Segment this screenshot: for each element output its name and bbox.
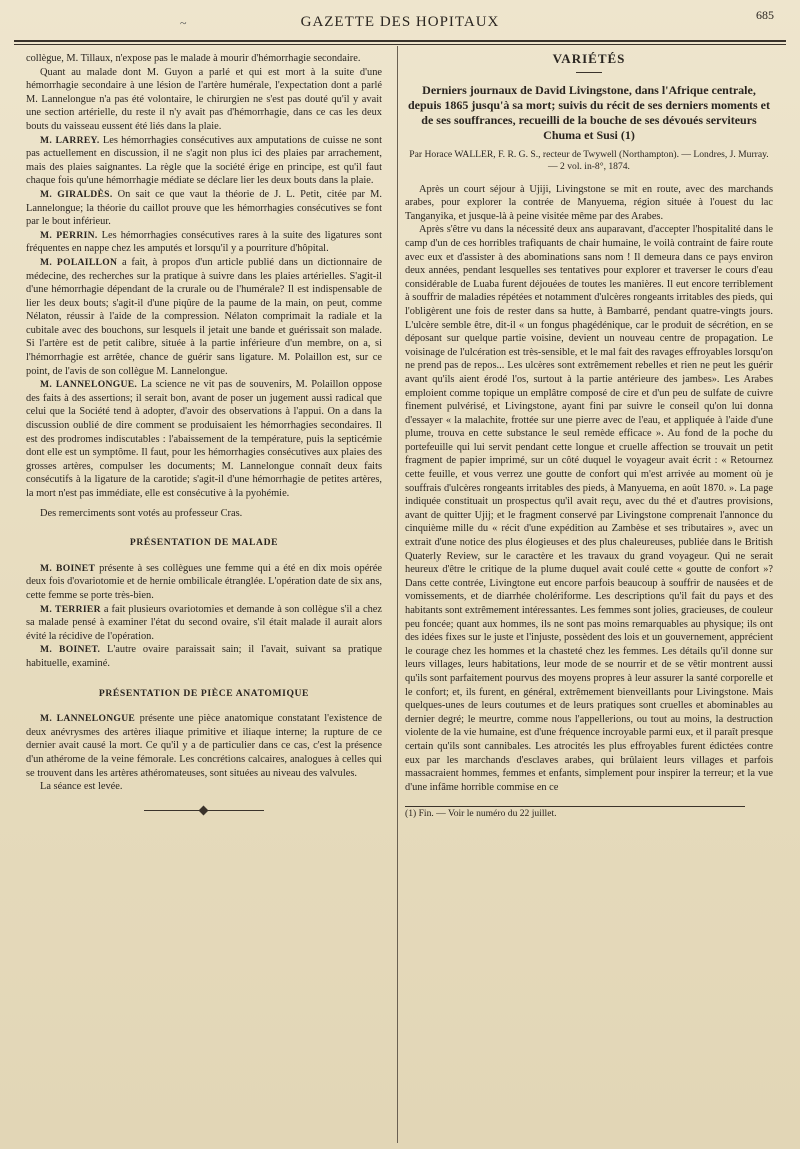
paragraph-text: La science ne vit pas de souvenirs, M. Polaillon oppose des faits à des assertions; il serait bon, avant de poser un jugement aussi radical que celui que la Société tend à adopter, d'avoir des observations à l'appui. On a dans la discussion oublié de dire comment se produisaient les hémorrhagies secondaires. Il est des prodromes indiscutables : l'abaissement de la température, puis la septicémie dont elle est un symptôme. Il faut, pour les hémorrhagies consécutives aux plaies des grosses artères, compulser les documents; M. Lannelongue connaît deux faits consécutifs à la ligature de la carotide; s'agit-il d'une hémorrhagie de petites artères, la mort n'est pas immédiate, elle est consécutive à la pyohémie. <box>26 379 382 499</box>
section-title: VARIÉTÉS <box>552 51 626 66</box>
paragraph: Quant au malade dont M. Guyon a parlé et qui est mort à la suite d'une hémorrhagie secondaire à une lésion de l'artère humérale, l'expectation dont a parlé M. Lannelongue n'a pas été volontaire, le chirurgien ne s'est pas douté qu'il y avait une section artérielle, du reste il n'y avait pas d'hémorrhagie, dans ce cas les deux bouts du vaisseau eussent été liés dans la plaie. <box>26 66 382 132</box>
speaker-name: M. TERRIER <box>40 603 101 615</box>
paragraph: Des remerciments sont votés au professeur Cras. <box>40 507 243 519</box>
column-divider <box>397 46 398 1143</box>
footnote: (1) Fin. — Voir le numéro du 22 juillet. <box>405 808 557 820</box>
speaker-name: M. LANNELONGUE. <box>40 379 138 391</box>
speaker-name: M. BOINET. <box>40 644 101 656</box>
section-heading: PRÉSENTATION DE MALADE <box>129 537 279 549</box>
paragraph-text: présente à ses collègues une femme qui a été en dix mois opérée deux fois d'ovariotomie et de hernie ombilicale étranglée. L'opération date de six ans, cette femme se porte très-bien. <box>26 562 382 601</box>
paragraph: Après un court séjour à Ujiji, Livingstone se mit en route, avec des marchands arabes, pour explorer la contrée de Manyuema, région située à l'ouest du lac Tanganyika, et jusque-là à peine visitée même par des Arabes. <box>405 183 773 222</box>
paragraph-text: Les hémorrhagies consécutives aux amputations de cuisse ne sont pas actuellement en discussion, il ne s'agit non plus ici des plaies par arrachement, mais des plaies saignantes. La règle que la société érige en principe, est qu'il faut chaque fois qu'une hémorrhagie médiate se déclare lier les deux bouts dans la plaie. <box>26 134 382 187</box>
paragraph <box>26 134 382 188</box>
article-title: Derniers journaux de David Livingstone, dans l'Afrique centrale, depuis 1865 jusqu'à sa mort; suivis du récit de ses derniers moments et de ses souffrances, recueilli de la bouche de ses dévoués serviteurs Chuma et Susi (1) <box>408 82 770 142</box>
speaker-name: M. LARREY. <box>40 134 100 146</box>
article-byline: Par Horace WALLER, F. R. G. S., recteur de Twywell (Northampton). — Londres, J. Murray. — 2 vol. in-8°, 1874. <box>409 148 769 172</box>
left-column <box>26 52 382 811</box>
paragraph <box>26 229 382 256</box>
right-column <box>405 52 773 821</box>
paragraph-text: a fait, à propos d'un article publié dans un dictionnaire de médecine, des recherches sur la pratique à suivre dans les plaies artérielles. S'agit-il d'une hémorrhagie dépendant de la crurale ou de l'humérale? Il est indispensable de lier les deux bouts; s'agit-il d'une piqûre de la paume de la main, on peut, comme Nélaton, réussir à l'aide de la compression. Nélaton comprimait la radiale et la cubitale avec des bouchons, sur lesquels il jetait une bande et guérissait son malade. Si l'artère est de petit calibre, située à la partie inférieure d'un membre, on a, si l'hémorrhagie est arrêtée, chance de guérir sans ligature. M. Polaillon est, sur ce point, de l'avis de son collègue M. Lannelongue. <box>26 256 383 377</box>
end-ornament <box>144 810 264 811</box>
paragraph: collègue, M. Tillaux, n'expose pas le malade à mourir d'hémorrhagie secondaire. <box>26 53 361 64</box>
paragraph <box>26 643 382 670</box>
paragraph <box>26 562 382 603</box>
paragraph: Après s'être vu dans la nécessité deux ans auparavant, d'accepter l'hospitalité dans le camp d'un de ces horribles trafiquants de chair humaine, le voilà contraint de faire route avec eux et d'assister à des abominations sans nom ! Il demeura dans ce pays environ deux années, pendant lesquelles ses tentatives pour explorer et traverser le cours d'eau considérable de Luaba furent déjouées de toutes les manières. Il eut encore terriblement à souffrir de maladies répétées et notamment d'ulcères rongeants irritables des pieds, qui l'obligèrent une fois de rester dans sa hutte, à Bambarré, pendant quatre-vingts jours. L'ulcère semble être, dit-il « un fongus phagédénique, car le produit de sécrétion, en se déposant sur quelque partie voisine, devient un nouveau centre de propagation. Le voisinage de l'ulcération est très-sensible, et le mal fait des ravages effroyables lorsqu'on ne prend pas de repos... Les ulcères sont extrêmement rebelles et rien ne peut les guérir avant qu'ils aient érodé l'os, surtout à la partie antérieure des jambes». Les Arabes emploient comme topique un emplâtre composé de cire et d'un peu de sulfate de cuivre finement pulvérisé, et Livingstone, ayant fini par suivre le conseil qu'on lui donna d'essayer « la malachite, frottée sur une pierre avec de l'eau, et appliquée à l'aide d'une plume, trouva en cette substance le seul remède efficace ». Au fond de la poche du portefeuille qui lui servit pendant cette longue et cruelle affection se trouvait un petit fragment de papier imprimé, sur un côté duquel le voyageur avait écrit : « Retournez cette feuille, et vous verrez une goutte de confort qui m'est arrivée au moment où je souffrais d'ulcères rongeants irritables des pieds, à Manyuema, en août 1870. ». La page indiquée constituait un prospectus qu'il avait reçu, avec du thé et d'autres provisions, avant de quitter Ujij; et le fragment conservé par Livingstone comprenait l'annonce du cinquième mille du « récit d'une expédition au Zambèse et ses tributaires », avec un extrait d'une notice des plus élogieuses et des plus chaleureuses, publiée dans le British Quaterly Review, sur le caractère et les travaux du grand voyageur. Qui ne serait heureux d'être le critique de la plume duquel avait coulé cette « goutte de confort »? Dans cette contrée, Livingtone eut encore parfois beaucoup à souffrir de nausées et de vomissements, et de diarrhée cholériforme. Les descriptions qu'il fait du pays et des habitants sont extrêmement intéressantes. Les femmes sont jolies, gracieuses, de couleur peu foncée; quant aux hommes, ils ne sont pas moins remarquables au physique; ils ont des idées fixes sur le juste et l'injuste, possèdent des lois et un gouvernement, apprécient le courage chez les hommes et la chasteté chez les femmes. Les détails qu'il donne sur leurs villages, leurs habitations, leur mode de se nourrir et de se vêtir montrent aussi qu'ils sont parfaitement pourvus des moyens propres à leur assurer la santé corporelle et le confort; et, ils furent, en général, extrêmement bienveillants pour Livingstone. Mais quelques-unes de leurs coutumes et de leurs pratiques sont cruelles et abominables au dernier degré; le meurtre, comme nous l'appellerions, ou tout au moins, la destruction violente de la vie humaine, est d'une fréquence incroyable parmi eux, et il paraît presque certain qu'ils sont cannibales. Les atrocités les plus effroyables furent édictées contre eux par les marchands d'esclaves arabes, qui brûlaient leurs villages et parfois massacraient hommes, femmes et enfants, simplement pour inspirer la terreur; et la vue d'une infâme horrible commise en ce <box>405 224 773 793</box>
paragraph <box>26 712 382 780</box>
paragraph-text: On sait ce que vaut la théorie de J. L. Petit, citée par M. Lannelongue; la théorie du caillot prouve que les hémorrhagies consécutives se font par le bout inférieur. <box>26 188 383 228</box>
page-header <box>0 0 800 40</box>
section-rule <box>576 72 602 73</box>
paragraph-text: a fait plusieurs ovariotomies et demande à son collègue s'il a chez sa malade pensé à examiner l'état du second ovaire, s'il était malade il aurait alors évité la récidive de l'opération. <box>26 603 382 642</box>
speaker-name: M. BOINET <box>40 562 96 574</box>
header-ornament: ~ <box>180 16 187 30</box>
section-heading: PRÉSENTATION DE PIÈCE ANATOMIQUE <box>98 687 310 699</box>
closing-line: La séance est levée. <box>40 781 123 793</box>
newspaper-title: GAZETTE DES HOPITAUX <box>300 14 500 30</box>
speaker-name: M. PERRIN. <box>40 229 98 241</box>
paragraph-text: présente une pièce anatomique constatant l'existence de deux anévrysmes des artères iliaque primitive et iliaque interne; la rupture de ce dernier avait causé la mort. Ce qu'il y a de particulier dans ce cas, c'est la présence d'un athérome de la veine fémorale. Les concrétions calcaires, analogues à celles qui se trouvent dans les artères athéromateuses, sont situées au niveau des valvules. <box>26 713 382 779</box>
speaker-name: M. GIRALDÈS. <box>40 188 113 200</box>
page-number: 685 <box>756 8 774 22</box>
header-rule-thin <box>14 44 786 45</box>
paragraph <box>26 256 382 378</box>
paragraph <box>26 378 382 500</box>
header-rule <box>14 40 786 42</box>
paragraph <box>26 603 382 644</box>
paragraph-text: Les hémorrhagies consécutives rares à la suite des ligatures sont fréquentes en nappe chez les amputés et lorsqu'il y a pourriture d'hôpital. <box>26 229 382 255</box>
paragraph-text: L'autre ovaire paraissait sain; il l'avait, suivant sa pratique habituelle, examiné. <box>26 644 382 669</box>
speaker-name: M. POLAILLON <box>40 256 118 268</box>
speaker-name: M. LANNELONGUE <box>40 713 136 725</box>
paragraph <box>26 188 382 229</box>
